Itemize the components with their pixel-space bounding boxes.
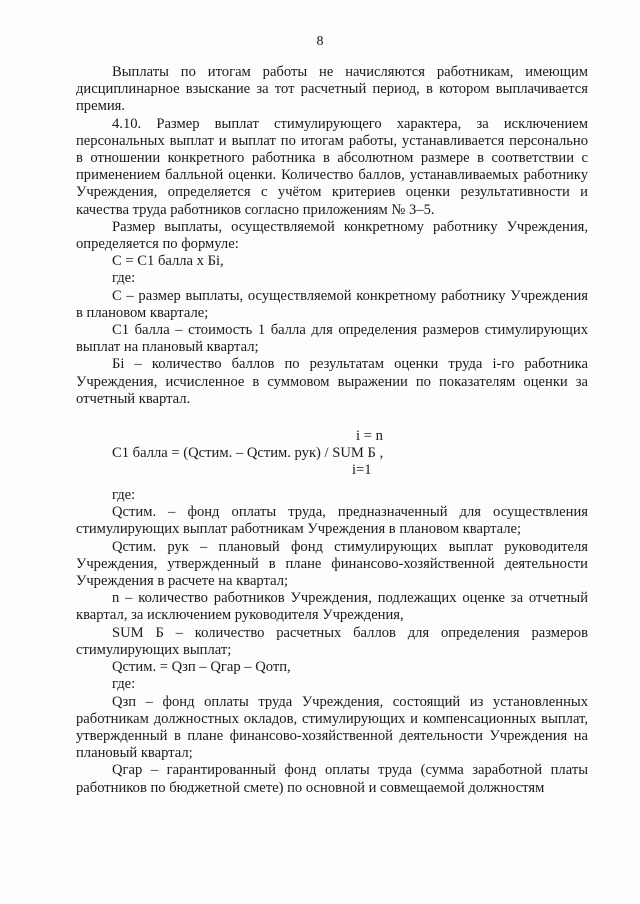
definition-c: С – размер выплаты, осуществляемой конкретному работнику Учреждения в плановом квартале; bbox=[76, 287, 588, 321]
formula-q-stim: Qстим. = Qзп – Qгар – Qотп, bbox=[112, 659, 291, 676]
paragraph-4-10: 4.10. Размер выплат стимулирующего характера, за исключением персональных выплат и выплат по итогам работы, устанавливается персонально в отношении конкретного работника в абсолютном размере в соответствии с применением балльной оценки. Количество баллов, устанавливаемых работнику Учреждения, определяется с учётом критериев оценки результативности и качества труда работников согласно приложениям № 3–5. bbox=[76, 115, 588, 218]
definition-c1-point: С1 балла – стоимость 1 балла для определения размеров стимулирующих выплат на плановый квартал; bbox=[76, 322, 588, 356]
sum-lower-limit: i=1 bbox=[352, 462, 372, 479]
where-label: где: bbox=[112, 487, 136, 504]
definition-q-stim: Qстим. – фонд оплаты труда, предназначенный для осуществления стимулирующих выплат работникам Учреждения в плановом квартале; bbox=[76, 504, 588, 538]
definition-q-zp: Qзп – фонд оплаты труда Учреждения, состоящий из установленных работникам должностных окладов, стимулирующих и компенсационных выплат, утвержденный в плане финансово-хозяйственной деятельности Учреждения на плановый квартал; bbox=[76, 693, 588, 762]
definition-q-gar: Qгар – гарантированный фонд оплаты труда (сумма заработной платы работников по бюджетной смете) по основной и совмещаемой должностям bbox=[76, 762, 588, 796]
definition-q-stim-head: Qстим. рук – плановый фонд стимулирующих выплат руководителя Учреждения, утвержденный в плане финансово-хозяйственной деятельности Учреждения в расчете на квартал; bbox=[76, 538, 588, 590]
document-body bbox=[76, 64, 588, 797]
paragraph-bonus-restriction: Выплаты по итогам работы не начисляются работникам, имеющим дисциплинарное взыскание за тот расчетный период, в котором выплачивается премия. bbox=[76, 64, 588, 115]
definition-n: n – количество работников Учреждения, подлежащих оценке за отчетный квартал, за исключением руководителя Учреждения, bbox=[76, 590, 588, 624]
where-label: где: bbox=[112, 676, 136, 693]
formula-main-line: С1 балла = (Qстим. – Qстим. рук) / SUM Б , bbox=[112, 445, 384, 462]
formula-payment: С = С1 балла х Бi, bbox=[112, 253, 224, 270]
paragraph-payment-size-intro: Размер выплаты, осуществляемой конкретному работнику Учреждения, определяется по формуле: bbox=[76, 218, 588, 253]
definition-bi: Бi – количество баллов по результатам оценки труда i-го работника Учреждения, исчисленное в суммовом выражении по показателям оценки за отчетный квартал. bbox=[76, 356, 588, 407]
where-label: где: bbox=[112, 270, 136, 287]
page-number: 8 bbox=[316, 34, 324, 49]
sum-upper-limit: i = n bbox=[356, 428, 383, 445]
definition-sum-b: SUM Б – количество расчетных баллов для определения размеров стимулирующих выплат; bbox=[76, 624, 588, 658]
formula-point-cost bbox=[76, 428, 588, 482]
